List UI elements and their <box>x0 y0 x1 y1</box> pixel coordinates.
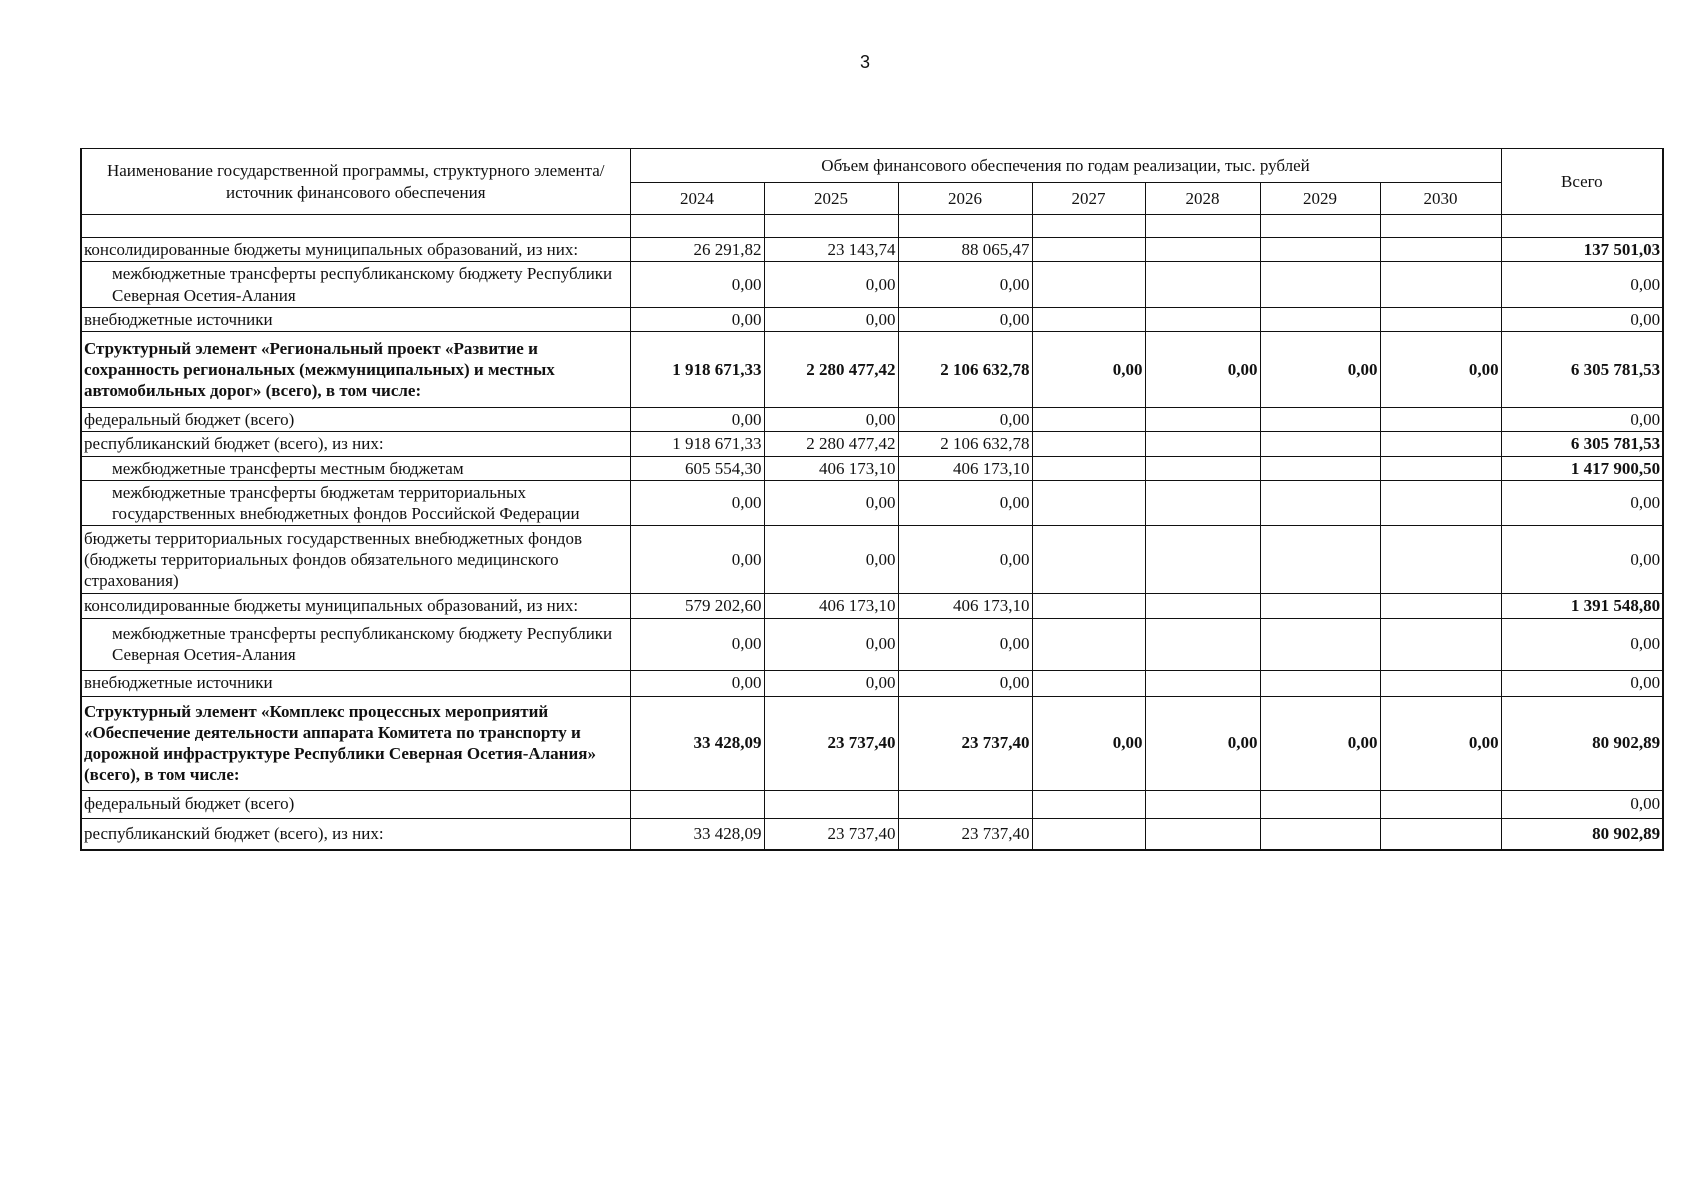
table-row <box>81 262 1663 308</box>
row-value: 0,00 <box>764 618 898 670</box>
header-year: 2025 <box>764 183 898 215</box>
table-row <box>81 696 1663 790</box>
row-name: межбюджетные трансферты бюджетам территориальных государственных внебюджетных фондов Российской Федерации <box>81 480 630 526</box>
row-value: 1 918 671,33 <box>630 332 764 408</box>
row-value: 0,00 <box>1145 696 1260 790</box>
row-name: консолидированные бюджеты муниципальных образований, из них: <box>81 238 630 262</box>
row-value <box>1032 526 1145 594</box>
row-value <box>1145 618 1260 670</box>
row-value: 1 918 671,33 <box>630 432 764 456</box>
row-value <box>1260 456 1380 480</box>
table-row <box>81 790 1663 818</box>
table-row <box>81 432 1663 456</box>
row-value: 33 428,09 <box>630 696 764 790</box>
table-row <box>81 594 1663 618</box>
row-value: 0,00 <box>764 262 898 308</box>
column-number <box>764 215 898 238</box>
row-value: 579 202,60 <box>630 594 764 618</box>
table-row <box>81 618 1663 670</box>
row-value <box>1145 818 1260 850</box>
row-value <box>1380 432 1501 456</box>
row-total: 80 902,89 <box>1501 696 1663 790</box>
row-value <box>1380 818 1501 850</box>
row-value: 0,00 <box>898 618 1032 670</box>
row-value: 0,00 <box>764 670 898 696</box>
row-value <box>1145 594 1260 618</box>
row-value: 33 428,09 <box>630 818 764 850</box>
column-number <box>81 215 630 238</box>
row-value: 406 173,10 <box>764 594 898 618</box>
row-value: 406 173,10 <box>898 594 1032 618</box>
table-row <box>81 332 1663 408</box>
row-value <box>1145 262 1260 308</box>
row-value <box>1032 618 1145 670</box>
column-number <box>898 215 1032 238</box>
row-name: республиканский бюджет (всего), из них: <box>81 432 630 456</box>
row-value: 0,00 <box>630 480 764 526</box>
row-value: 0,00 <box>630 618 764 670</box>
column-number <box>1032 215 1145 238</box>
column-number <box>1380 215 1501 238</box>
row-value: 0,00 <box>898 408 1032 432</box>
row-value: 0,00 <box>1032 332 1145 408</box>
header-volume-group: Объем финансового обеспечения по годам реализации, тыс. рублей <box>630 149 1501 183</box>
row-total: 6 305 781,53 <box>1501 332 1663 408</box>
row-total: 80 902,89 <box>1501 818 1663 850</box>
row-value <box>764 790 898 818</box>
row-name: федеральный бюджет (всего) <box>81 790 630 818</box>
row-value <box>1380 408 1501 432</box>
row-value <box>1380 670 1501 696</box>
header-year: 2028 <box>1145 183 1260 215</box>
column-number-row <box>81 215 1663 238</box>
header-year: 2027 <box>1032 183 1145 215</box>
row-value <box>1032 262 1145 308</box>
row-value <box>1380 594 1501 618</box>
row-value: 23 737,40 <box>764 818 898 850</box>
row-total: 0,00 <box>1501 618 1663 670</box>
row-value <box>1032 594 1145 618</box>
row-name: внебюджетные источники <box>81 670 630 696</box>
header-year: 2029 <box>1260 183 1380 215</box>
header-name-column: Наименование государственной программы, структурного элемента/источник финансового обеспечения <box>81 149 630 215</box>
header-year: 2030 <box>1380 183 1501 215</box>
row-value <box>1260 618 1380 670</box>
row-value: 0,00 <box>898 670 1032 696</box>
row-name: межбюджетные трансферты республиканскому бюджету Республики Северная Осетия-Алания <box>81 262 630 308</box>
table-row <box>81 670 1663 696</box>
row-value <box>1145 526 1260 594</box>
row-value <box>1145 670 1260 696</box>
row-value <box>1380 526 1501 594</box>
table-row <box>81 408 1663 432</box>
row-value <box>1260 526 1380 594</box>
row-value <box>1260 480 1380 526</box>
row-value <box>1032 456 1145 480</box>
row-value <box>1032 480 1145 526</box>
row-value: 23 143,74 <box>764 238 898 262</box>
row-value <box>1260 818 1380 850</box>
page-number: 3 <box>859 52 870 72</box>
row-value <box>1380 618 1501 670</box>
row-value: 406 173,10 <box>764 456 898 480</box>
row-name: Структурный элемент «Региональный проект «Развитие и сохранность региональных (межмуниципальных) и местных автомобильных дорог» (всего), в том числе: <box>81 332 630 408</box>
row-name: межбюджетные трансферты местным бюджетам <box>81 456 630 480</box>
row-value <box>1380 307 1501 331</box>
row-value <box>898 790 1032 818</box>
row-value: 26 291,82 <box>630 238 764 262</box>
row-name: республиканский бюджет (всего), из них: <box>81 818 630 850</box>
row-value: 0,00 <box>1260 696 1380 790</box>
row-value <box>1032 238 1145 262</box>
row-value: 0,00 <box>1380 332 1501 408</box>
row-value: 0,00 <box>1380 696 1501 790</box>
row-value: 0,00 <box>630 526 764 594</box>
row-name: межбюджетные трансферты республиканскому бюджету Республики Северная Осетия-Алания <box>81 618 630 670</box>
row-value: 406 173,10 <box>898 456 1032 480</box>
row-value: 0,00 <box>1260 332 1380 408</box>
table-row <box>81 307 1663 331</box>
row-value <box>1145 456 1260 480</box>
row-value <box>1260 432 1380 456</box>
row-value <box>1260 670 1380 696</box>
row-value: 0,00 <box>1145 332 1260 408</box>
row-value <box>1032 408 1145 432</box>
row-total: 0,00 <box>1501 480 1663 526</box>
row-value: 0,00 <box>898 480 1032 526</box>
row-value: 0,00 <box>898 307 1032 331</box>
row-total: 0,00 <box>1501 670 1663 696</box>
table-row <box>81 818 1663 850</box>
row-value <box>1032 670 1145 696</box>
row-value: 0,00 <box>630 670 764 696</box>
row-value <box>1380 262 1501 308</box>
row-value <box>1380 480 1501 526</box>
row-value: 0,00 <box>630 262 764 308</box>
row-value: 2 106 632,78 <box>898 432 1032 456</box>
row-value <box>1032 818 1145 850</box>
row-value <box>1380 238 1501 262</box>
column-number <box>1501 215 1663 238</box>
row-value <box>1145 408 1260 432</box>
row-value <box>1145 432 1260 456</box>
row-name: федеральный бюджет (всего) <box>81 408 630 432</box>
row-total: 0,00 <box>1501 526 1663 594</box>
row-value: 2 280 477,42 <box>764 432 898 456</box>
row-value: 23 737,40 <box>764 696 898 790</box>
row-value: 88 065,47 <box>898 238 1032 262</box>
row-total: 1 417 900,50 <box>1501 456 1663 480</box>
row-value <box>1260 307 1380 331</box>
row-value: 0,00 <box>898 526 1032 594</box>
row-value <box>1032 790 1145 818</box>
row-value <box>1145 790 1260 818</box>
table-row <box>81 526 1663 594</box>
table-row <box>81 480 1663 526</box>
column-number <box>630 215 764 238</box>
header-year: 2026 <box>898 183 1032 215</box>
row-total: 0,00 <box>1501 262 1663 308</box>
row-value: 605 554,30 <box>630 456 764 480</box>
row-value: 23 737,40 <box>898 818 1032 850</box>
row-value <box>1145 238 1260 262</box>
financing-table <box>80 148 1664 851</box>
row-value: 0,00 <box>764 526 898 594</box>
row-name: внебюджетные источники <box>81 307 630 331</box>
row-value <box>1380 790 1501 818</box>
row-total: 137 501,03 <box>1501 238 1663 262</box>
row-value: 0,00 <box>764 307 898 331</box>
header-total: Всего <box>1501 149 1663 215</box>
row-total: 0,00 <box>1501 408 1663 432</box>
row-value <box>1032 307 1145 331</box>
row-name: бюджеты территориальных государственных внебюджетных фондов (бюджеты территориальных фондов обязательного медицинского страхования) <box>81 526 630 594</box>
row-value <box>1260 594 1380 618</box>
row-value <box>1260 262 1380 308</box>
row-value: 2 106 632,78 <box>898 332 1032 408</box>
row-value: 0,00 <box>630 307 764 331</box>
row-value <box>1260 790 1380 818</box>
row-value: 0,00 <box>1032 696 1145 790</box>
row-total: 0,00 <box>1501 307 1663 331</box>
row-name: Структурный элемент «Комплекс процессных мероприятий «Обеспечение деятельности аппарата Комитета по транспорту и дорожной инфраструктуре Республики Северная Осетия-Алания» (всего), в том числе: <box>81 696 630 790</box>
row-value: 0,00 <box>764 480 898 526</box>
row-value: 0,00 <box>764 408 898 432</box>
table-row <box>81 456 1663 480</box>
row-total: 6 305 781,53 <box>1501 432 1663 456</box>
row-value <box>1145 480 1260 526</box>
column-number <box>1145 215 1260 238</box>
row-value <box>630 790 764 818</box>
row-value <box>1260 238 1380 262</box>
table-row <box>81 238 1663 262</box>
column-number <box>1260 215 1380 238</box>
row-value <box>1380 456 1501 480</box>
row-name: консолидированные бюджеты муниципальных образований, из них: <box>81 594 630 618</box>
row-value: 0,00 <box>898 262 1032 308</box>
row-value <box>1260 408 1380 432</box>
header-year: 2024 <box>630 183 764 215</box>
row-total: 1 391 548,80 <box>1501 594 1663 618</box>
row-value: 23 737,40 <box>898 696 1032 790</box>
row-value: 0,00 <box>630 408 764 432</box>
row-total: 0,00 <box>1501 790 1663 818</box>
row-value <box>1145 307 1260 331</box>
row-value <box>1032 432 1145 456</box>
row-value: 2 280 477,42 <box>764 332 898 408</box>
